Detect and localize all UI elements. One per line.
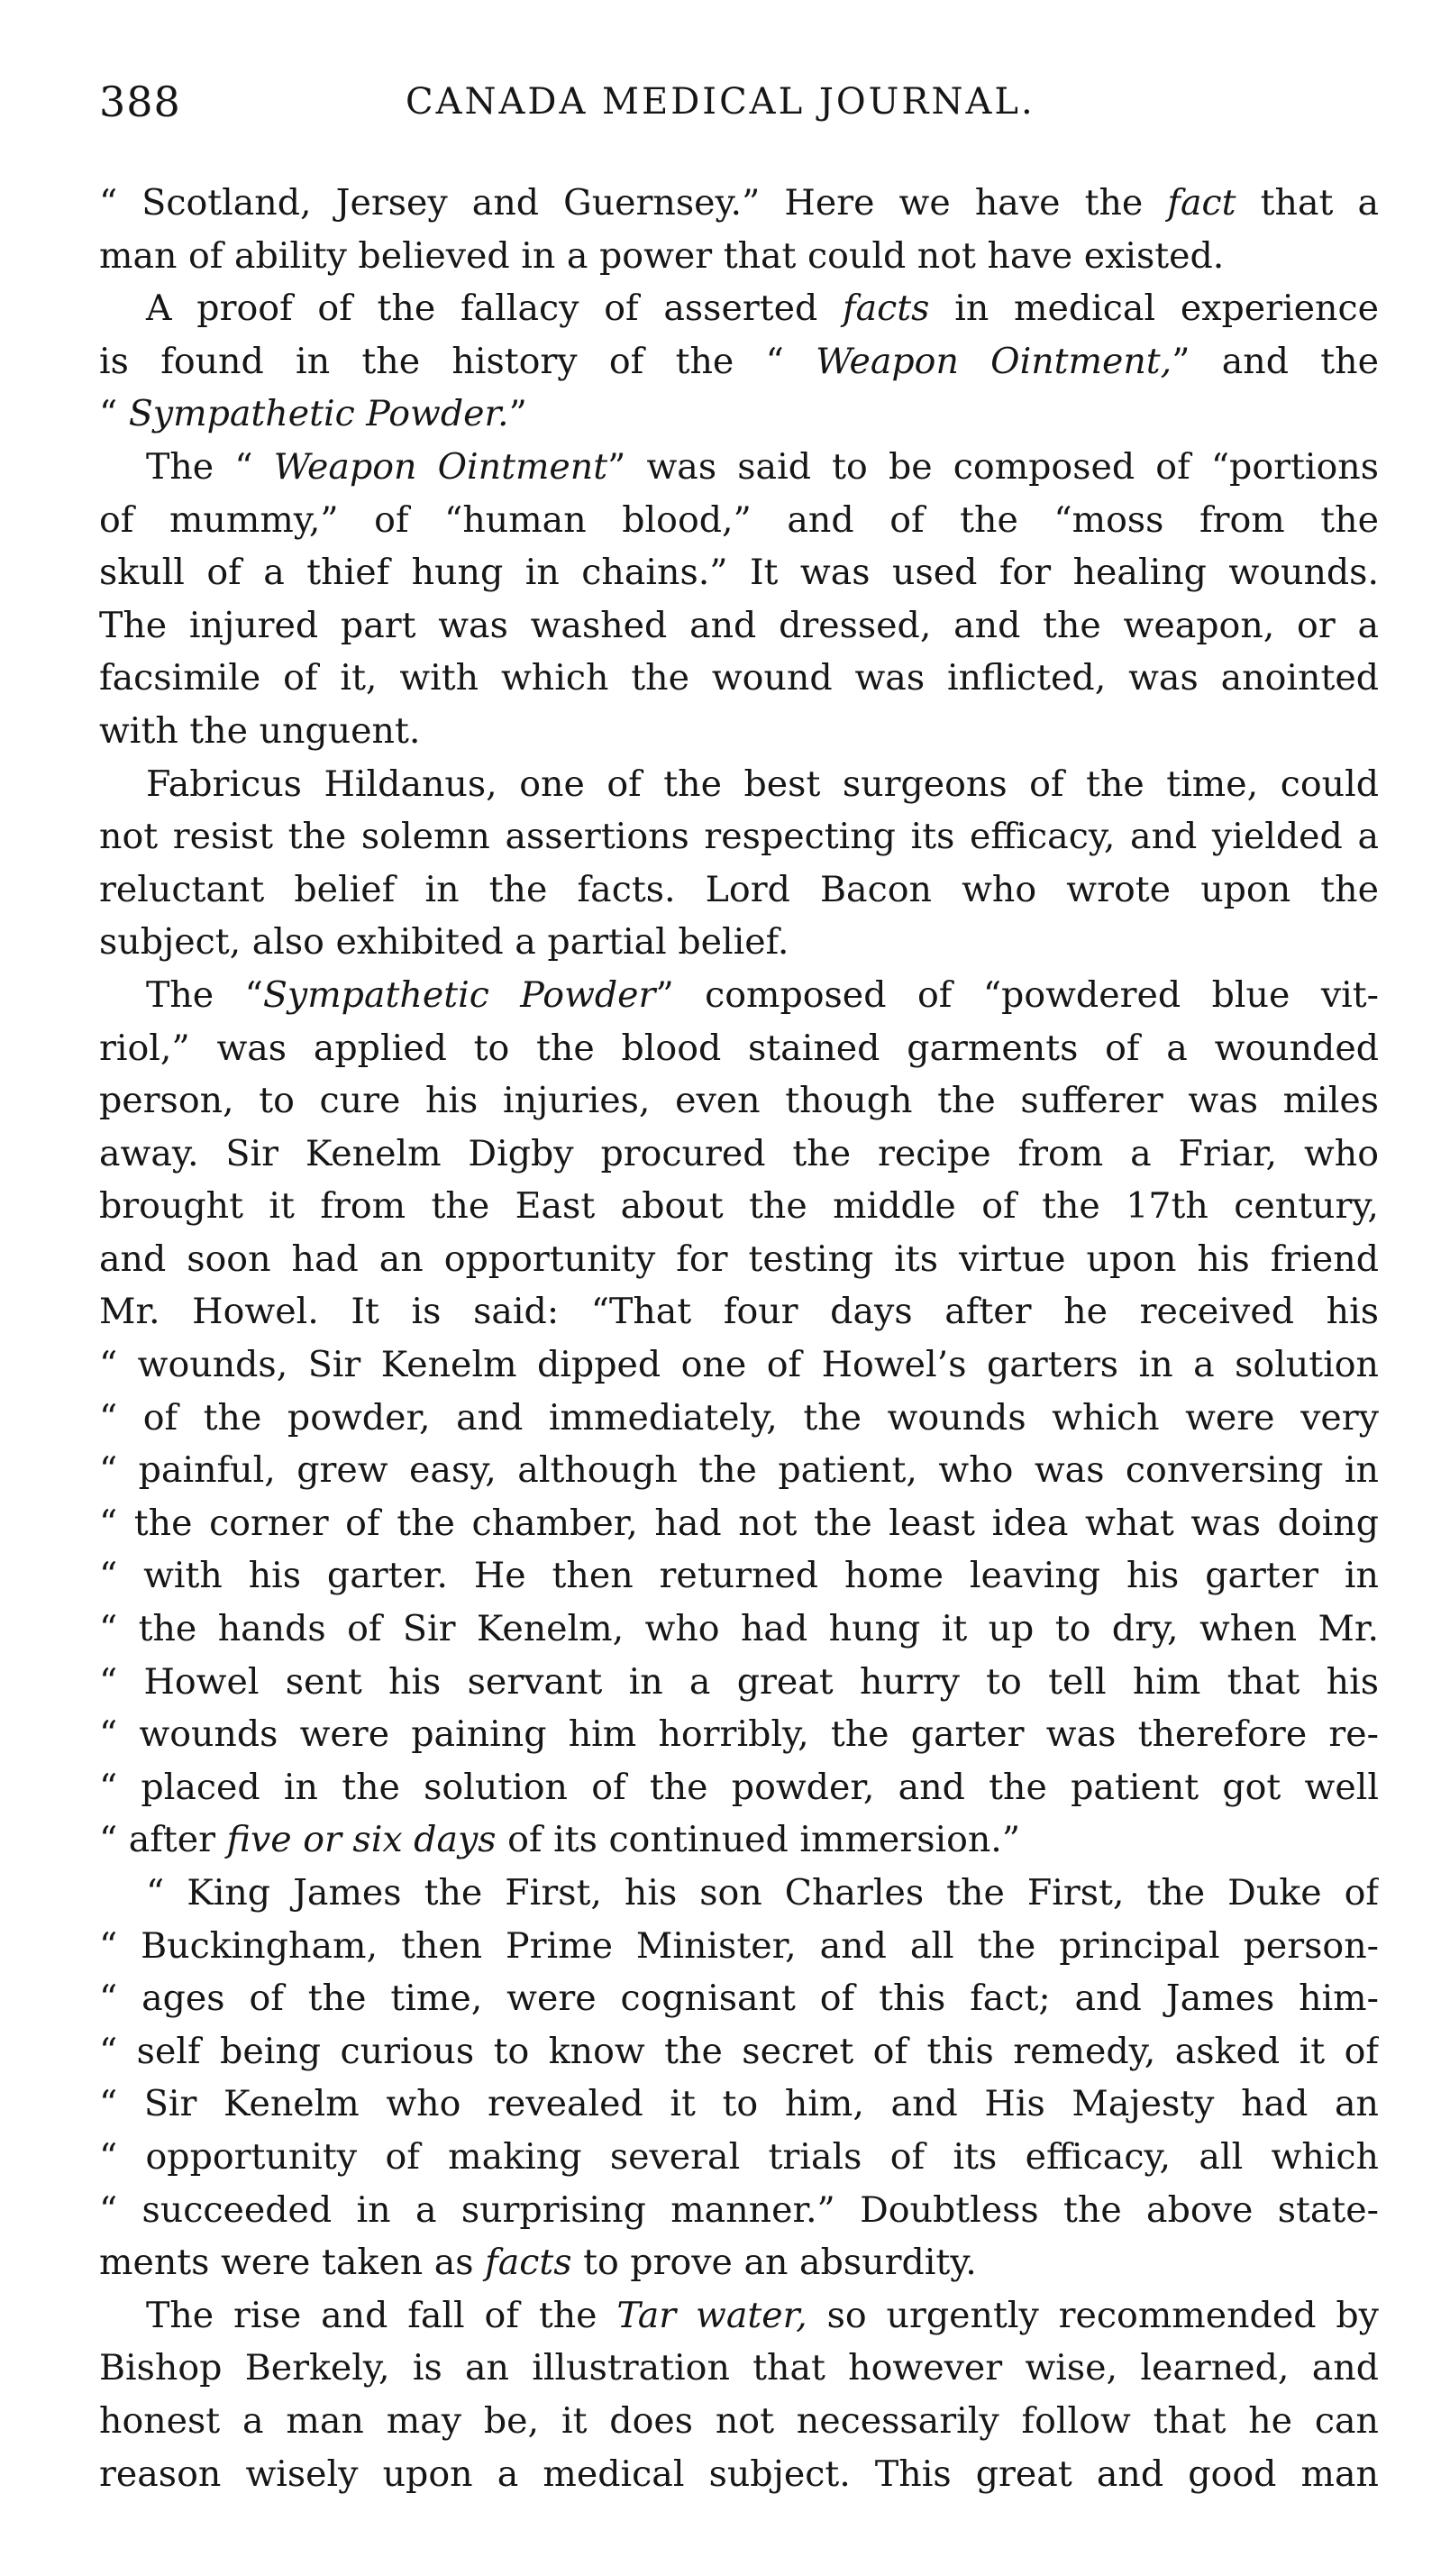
text-line <box>99 599 1379 653</box>
text-line <box>99 2289 1379 2343</box>
text-line <box>99 863 1379 917</box>
text-line <box>99 1656 1379 1709</box>
italic-text: Weapon Ointment, <box>816 340 1172 382</box>
text-line <box>99 1022 1379 1075</box>
text-line <box>99 810 1379 863</box>
text-line <box>99 2236 1379 2289</box>
text-segment: The rise and fall of the <box>146 2294 617 2336</box>
italic-text: five or six days <box>226 1819 497 1861</box>
text-segment: to prove an absurdity. <box>571 2242 977 2284</box>
text-segment: “ Sir Kenelm who revealed it to him, and His Majesty had an <box>99 2083 1379 2125</box>
text-line <box>99 494 1379 547</box>
text-line <box>99 1972 1379 2025</box>
text-segment: Fabricus Hildanus, one of the best surgeons of the time, could <box>146 763 1379 805</box>
text-line <box>99 1180 1379 1233</box>
text-segment: that a <box>1236 182 1379 224</box>
text-segment: “ <box>99 393 129 435</box>
text-line <box>99 177 1379 230</box>
italic-text: facts <box>843 288 930 330</box>
text-segment: “ painful, grew easy, although the patient, who was conversing in <box>99 1449 1379 1492</box>
text-segment: “ with his garter. He then returned home leaving his garter in <box>99 1555 1379 1597</box>
text-segment: “ Scotland, Jersey and Guernsey.” Here we have the <box>99 182 1168 224</box>
italic-text: Sympathetic Powder. <box>128 393 509 435</box>
text-segment: reason wisely upon a medical subject. This great and good man <box>99 2453 1379 2495</box>
text-segment: subject, also exhibited a partial belief. <box>99 921 789 964</box>
text-segment: of its continued immersion.” <box>496 1819 1021 1861</box>
text-segment: “ Howel sent his servant in a great hurry to tell him that his <box>99 1660 1379 1703</box>
text-line <box>99 1813 1379 1867</box>
text-segment: so urgently recommended by <box>807 2294 1379 2336</box>
text-segment: “ the corner of the chamber, had not the least idea what was doing <box>99 1502 1379 1544</box>
italic-text: fact <box>1167 182 1236 224</box>
text-segment: “ of the powder, and immediately, the wounds which were very <box>99 1396 1379 1439</box>
text-line <box>99 2184 1379 2237</box>
text-segment: in medical experience <box>929 288 1379 330</box>
text-line <box>99 2078 1379 2131</box>
article-body <box>99 177 1379 2500</box>
text-segment: “ placed in the solution of the powder, and the patient got well <box>99 1766 1379 1808</box>
text-line <box>99 1128 1379 1181</box>
text-segment: man of ability believed in a power that could not have existed. <box>99 234 1225 277</box>
text-segment: “ the hands of Sir Kenelm, who had hung it up to dry, when Mr. <box>99 1608 1379 1650</box>
text-segment: Bishop Berkely, is an illustration that however wise, learned, and <box>99 2347 1379 2389</box>
text-line <box>99 1761 1379 1814</box>
italic-text: Weapon Ointment <box>273 445 608 488</box>
text-line <box>99 2131 1379 2184</box>
text-line <box>99 546 1379 599</box>
text-segment: person, to cure his injuries, even though the sufferer was miles <box>99 1080 1379 1122</box>
text-segment: of mummy,” of “human blood,” and of the “moss from the <box>99 498 1379 541</box>
text-segment: “ wounds were paining him horribly, the garter was therefore re- <box>99 1713 1379 1756</box>
text-segment: not resist the solemn assertions respecting its efficacy, and yielded a <box>99 816 1379 858</box>
italic-text: Sympathetic Powder <box>262 973 656 1016</box>
text-segment: brought it from the East about the middle of the 17th century, <box>99 1185 1379 1228</box>
text-segment: ” was said to be composed of “portions <box>607 445 1379 488</box>
text-line <box>99 1233 1379 1286</box>
page-header <box>99 78 1379 132</box>
text-segment: is found in the history of the “ <box>99 340 816 382</box>
text-line <box>99 1603 1379 1656</box>
page-number: 388 <box>99 78 181 126</box>
running-title: CANADA MEDICAL JOURNAL. <box>406 81 1035 123</box>
text-segment: ” <box>508 393 527 435</box>
text-line <box>99 705 1379 758</box>
text-line <box>99 2448 1379 2501</box>
text-line <box>99 2025 1379 2078</box>
text-line <box>99 758 1379 811</box>
text-line <box>99 2395 1379 2448</box>
text-line <box>99 388 1379 441</box>
text-line <box>99 1867 1379 1920</box>
text-line <box>99 1074 1379 1128</box>
text-line <box>99 1549 1379 1603</box>
text-segment: “ ages of the time, were cognisant of this fact; and James him- <box>99 1978 1379 2020</box>
text-line <box>99 652 1379 705</box>
text-line <box>99 1708 1379 1761</box>
text-line <box>99 1338 1379 1392</box>
text-segment: Mr. Howel. It is said: “That four days after he received his <box>99 1291 1379 1333</box>
text-segment: skull of a thief hung in chains.” It was used for healing wounds. <box>99 552 1379 594</box>
text-line <box>99 969 1379 1022</box>
text-line <box>99 1285 1379 1338</box>
text-segment: “ King James the First, his son Charles the First, the Duke of <box>146 1872 1379 1914</box>
text-line <box>99 2342 1379 2395</box>
text-segment: ” composed of “powdered blue vit- <box>655 973 1379 1016</box>
text-segment: “ succeeded in a surprising manner.” Doubtless the above state- <box>99 2188 1379 2231</box>
text-segment: away. Sir Kenelm Digby procured the recipe from a Friar, who <box>99 1132 1379 1174</box>
text-segment: ments were taken as <box>99 2242 486 2284</box>
text-segment: The “ <box>146 973 263 1016</box>
text-line <box>99 1444 1379 1497</box>
text-line <box>99 282 1379 335</box>
text-line <box>99 1920 1379 1973</box>
text-segment: and soon had an opportunity for testing its virtue upon his friend <box>99 1238 1379 1280</box>
italic-text: facts <box>485 2242 572 2284</box>
italic-text: Tar water, <box>616 2294 807 2336</box>
text-segment: ” and the <box>1172 340 1379 382</box>
text-line <box>99 335 1379 388</box>
text-segment: “ after <box>99 1819 227 1861</box>
text-segment: honest a man may be, it does not necessarily follow that he can <box>99 2399 1379 2442</box>
text-line <box>99 916 1379 969</box>
text-segment: riol,” was applied to the blood stained garments of a wounded <box>99 1027 1379 1069</box>
text-line <box>99 1497 1379 1550</box>
text-segment: with the unguent. <box>99 709 421 752</box>
text-line <box>99 1392 1379 1445</box>
text-segment: facsimile of it, with which the wound was inflicted, was anointed <box>99 657 1379 699</box>
text-segment: The “ <box>146 445 274 488</box>
text-segment: reluctant belief in the facts. Lord Bacon who wrote upon the <box>99 868 1379 910</box>
text-segment: A proof of the fallacy of asserted <box>146 288 843 330</box>
text-line <box>99 441 1379 494</box>
text-segment: “ wounds, Sir Kenelm dipped one of Howel’s garters in a solution <box>99 1344 1379 1386</box>
text-line <box>99 230 1379 283</box>
text-segment: The injured part was washed and dressed, and the weapon, or a <box>99 604 1379 646</box>
text-segment: “ opportunity of making several trials of its efficacy, all which <box>99 2135 1379 2178</box>
text-segment: “ Buckingham, then Prime Minister, and all the principal person- <box>99 1924 1379 1967</box>
text-segment: “ self being curious to know the secret of this remedy, asked it of <box>99 2030 1379 2072</box>
